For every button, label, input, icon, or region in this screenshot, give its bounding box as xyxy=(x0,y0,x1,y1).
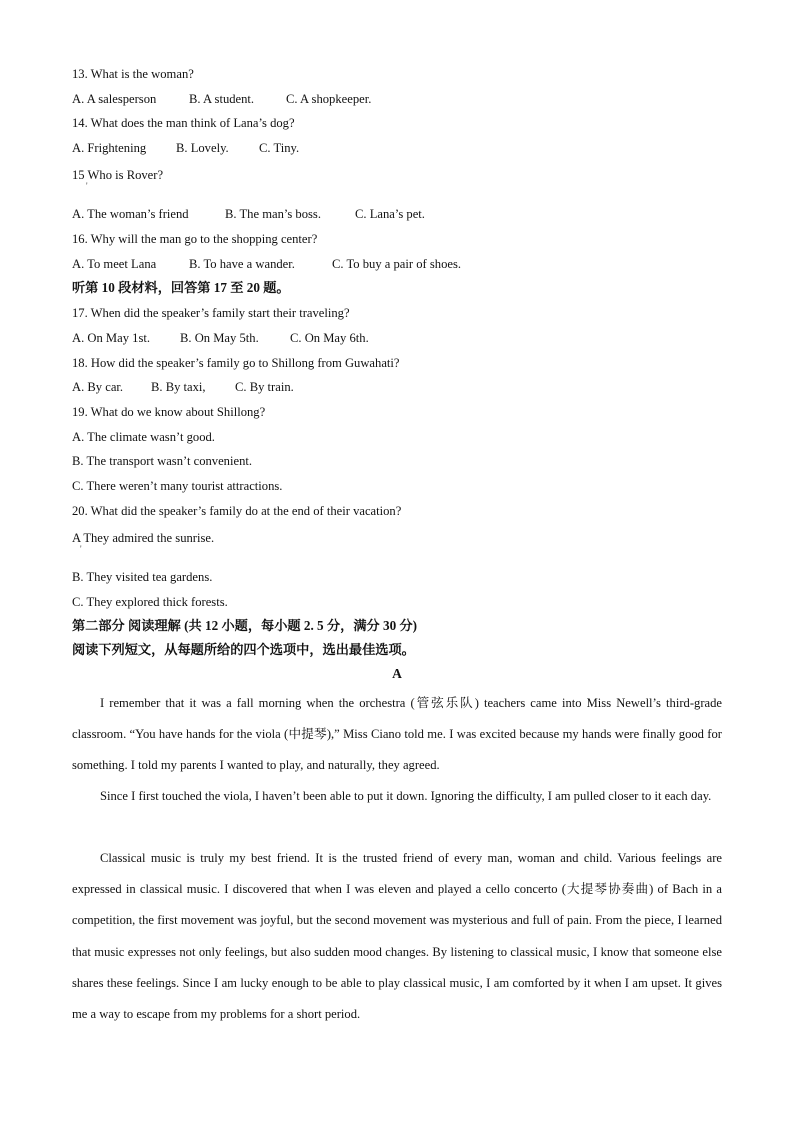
question-options xyxy=(72,91,371,107)
option-c: C. Lana’s pet. xyxy=(355,207,425,221)
question-options xyxy=(72,256,461,272)
option-c: C. They explored thick forests. xyxy=(72,595,228,609)
option-c: C. Tiny. xyxy=(259,141,300,155)
question-stem: 14. What does the man think of Lana’s dog? xyxy=(72,116,295,130)
question-options xyxy=(72,140,299,156)
option-b: B. On May 5th. xyxy=(180,331,259,345)
question-stem: 19. What do we know about Shillong? xyxy=(72,405,266,419)
option-b: B. They visited tea gardens. xyxy=(72,570,213,584)
section-heading: 听第 10 段材料，回答第 17 至 20 题。 xyxy=(72,280,290,295)
part-instruction: 阅读下列短文，从每题所给的四个选项中，选出最佳选项。 xyxy=(72,642,415,657)
option-a: A. On May 1st. xyxy=(72,331,151,345)
option-b: B. A student. xyxy=(189,92,255,106)
option-a: A. The woman’s friend xyxy=(72,207,189,221)
question-options xyxy=(72,379,294,395)
option-a: A They admired the sunrise. xyxy=(72,531,215,545)
option-b: B. The man’s boss. xyxy=(225,207,321,221)
option-c: C. On May 6th. xyxy=(290,331,369,345)
option-a: A. To meet Lana xyxy=(72,257,157,271)
option-b: B. By taxi, xyxy=(151,380,206,394)
option-b: B. Lovely. xyxy=(176,141,229,155)
question-stem: 16. Why will the man go to the shopping center? xyxy=(72,232,318,246)
option-a: A. A salesperson xyxy=(72,92,157,106)
question-stem: 13. What is the woman? xyxy=(72,67,194,81)
stray-dot: ' xyxy=(80,544,82,554)
option-b: B. To have a wander. xyxy=(189,257,295,271)
question-stem: 15 Who is Rover? xyxy=(72,168,164,182)
option-c: C. To buy a pair of shoes. xyxy=(332,257,462,271)
question-stem: 17. When did the speaker’s family start their traveling? xyxy=(72,306,350,320)
question-options xyxy=(72,330,369,346)
option-a: A. The climate wasn’t good. xyxy=(72,430,215,444)
passage-label: A xyxy=(392,666,402,681)
part-heading: 第二部分 阅读理解 (共 12 小题，每小题 2. 5 分，满分 30 分) xyxy=(72,618,418,633)
option-c: C. By train. xyxy=(235,380,294,394)
stray-dot: ' xyxy=(86,181,88,191)
passage-paragraph: Classical music is truly my best friend. It is the trusted friend of every man, woman and child. Various feelings are expressed in classical music. I discovered that when I was eleven and played a cello concerto (大提琴协奏曲) of Bach in a competition, the first movement was joyful, but the second movement was mysterious and full of pain. From the piece, I learned that music expresses not only feelings, but also sudden mood changes. By listening to classical music, I know that someone else shares these feelings. Since I am lucky enough to be able to play classical music, I am comforted by it when I am upset. It gives me a way to escape from my problems for a short period. xyxy=(72,851,722,1022)
question-stem: 20. What did the speaker’s family do at the end of their vacation? xyxy=(72,504,402,518)
option-b: B. The transport wasn’t convenient. xyxy=(72,454,253,468)
option-c: C. A shopkeeper. xyxy=(286,92,372,106)
passage-paragraph: Since I first touched the viola, I haven’t been able to put it down. Ignoring the difficulty, I am pulled closer to it each day. xyxy=(100,789,712,803)
passage-paragraph: I remember that it was a fall morning when the orchestra (管弦乐队) teachers came into Miss Newell’s third-grade classroom. “You have hands for the viola (中提琴),” Miss Ciano told me. I was excited because my hands were finally good for something. I told my parents I wanted to play, and naturally, they agreed. xyxy=(72,696,722,773)
option-c: C. There weren’t many tourist attractions. xyxy=(72,479,283,493)
option-a: A. Frightening xyxy=(72,141,147,155)
option-a: A. By car. xyxy=(72,380,124,394)
question-stem: 18. How did the speaker’s family go to Shillong from Guwahati? xyxy=(72,356,400,370)
question-options xyxy=(72,206,425,222)
